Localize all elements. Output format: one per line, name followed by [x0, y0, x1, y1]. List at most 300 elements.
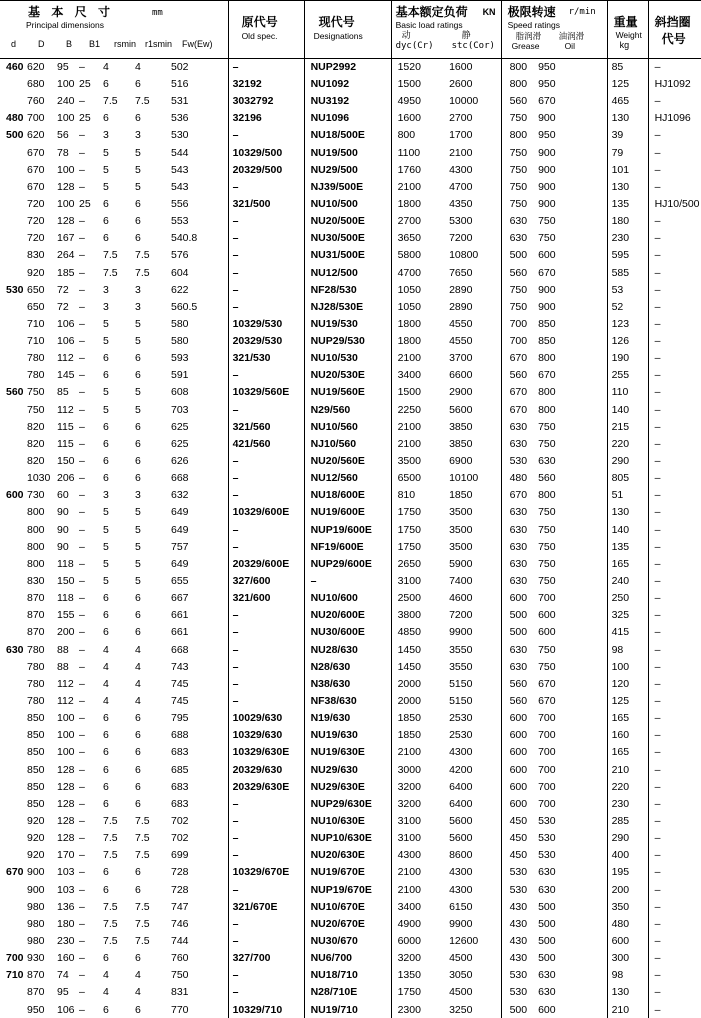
- dimensions-en: Principal dimensions: [26, 21, 104, 30]
- weight-cell: 125: [607, 693, 648, 710]
- fw-ew-cell: 625: [171, 418, 228, 435]
- width-B-cell: 230: [57, 933, 79, 950]
- width-B-cell: 112: [57, 676, 79, 693]
- r1smin-cell: 5: [135, 538, 171, 555]
- outer-D-cell: 820: [27, 418, 57, 435]
- old-spec-cell: 10329/630: [228, 727, 304, 744]
- width-B-cell: 128: [57, 178, 79, 195]
- designation-cell: N29/560: [304, 401, 391, 418]
- designation-cell: NU1096: [304, 110, 391, 127]
- oil-speed-cell: 900: [538, 110, 607, 127]
- weight-cell: 100: [607, 658, 648, 675]
- weight-cell: 465: [607, 93, 648, 110]
- dynamic-load-cell: 2100: [391, 178, 449, 195]
- table-row: [0, 641, 701, 658]
- r1smin-cell: 6: [135, 710, 171, 727]
- width-B-cell: 170: [57, 847, 79, 864]
- width-B1-cell: –: [79, 538, 103, 555]
- designation-cell: NUP19/600E: [304, 521, 391, 538]
- weight-cell: 480: [607, 916, 648, 933]
- outer-D-cell: 780: [27, 641, 57, 658]
- table-row: [0, 384, 701, 401]
- bore-d-cell: 710: [0, 967, 27, 984]
- rsmin-cell: 7.5: [103, 264, 135, 281]
- width-B-cell: 60: [57, 487, 79, 504]
- old-spec-cell: –: [228, 401, 304, 418]
- dynamic-load-cell: 2000: [391, 693, 449, 710]
- table-row: [0, 933, 701, 950]
- static-load-cell: 5600: [449, 813, 501, 830]
- shield-code-cell: –: [648, 641, 701, 658]
- grease-speed-cell: 750: [501, 178, 538, 195]
- width-B1-cell: –: [79, 556, 103, 573]
- col-fw: Fw(Ew): [182, 40, 213, 49]
- width-B1-cell: –: [79, 624, 103, 641]
- weight-cell: 255: [607, 367, 648, 384]
- bore-d-cell: [0, 898, 27, 915]
- load-en: Basic load ratings: [396, 21, 463, 30]
- width-B1-cell: –: [79, 470, 103, 487]
- r1smin-cell: 6: [135, 950, 171, 967]
- fw-ew-cell: 760: [171, 950, 228, 967]
- width-B-cell: 106: [57, 1001, 79, 1018]
- table-row: [0, 916, 701, 933]
- bore-d-cell: [0, 504, 27, 521]
- shield-code-cell: –: [648, 1001, 701, 1018]
- r1smin-cell: 5: [135, 161, 171, 178]
- grease-speed-cell: 480: [501, 470, 538, 487]
- grease-speed-cell: 630: [501, 504, 538, 521]
- rsmin-cell: 7.5: [103, 93, 135, 110]
- dynamic-load-cell: 3400: [391, 898, 449, 915]
- table-row: [0, 864, 701, 881]
- designation-cell: NU19/500: [304, 144, 391, 161]
- grease-speed-cell: 530: [501, 984, 538, 1001]
- rsmin-cell: 6: [103, 607, 135, 624]
- outer-D-cell: 800: [27, 504, 57, 521]
- width-B-cell: 167: [57, 230, 79, 247]
- weight-cell: 290: [607, 453, 648, 470]
- fw-ew-cell: 757: [171, 538, 228, 555]
- outer-D-cell: 780: [27, 658, 57, 675]
- old-spec-cell: –: [228, 178, 304, 195]
- oil-speed-cell: 500: [538, 916, 607, 933]
- outer-D-cell: 920: [27, 813, 57, 830]
- outer-D-cell: 920: [27, 847, 57, 864]
- old-spec-cell: 20329/630: [228, 761, 304, 778]
- r1smin-cell: 5: [135, 316, 171, 333]
- width-B1-cell: –: [79, 898, 103, 915]
- r1smin-cell: 6: [135, 213, 171, 230]
- bore-d-cell: [0, 933, 27, 950]
- old-spec-cell: –: [228, 641, 304, 658]
- bore-d-cell: [0, 778, 27, 795]
- dynamic-load-cell: 3800: [391, 607, 449, 624]
- designation-cell: NU10/600: [304, 590, 391, 607]
- old-spec-cell: 421/560: [228, 436, 304, 453]
- oil-speed-cell: 670: [538, 693, 607, 710]
- outer-D-cell: 920: [27, 830, 57, 847]
- table-row: [0, 453, 701, 470]
- r1smin-cell: 3: [135, 281, 171, 298]
- outer-D-cell: 800: [27, 521, 57, 538]
- rsmin-cell: 5: [103, 573, 135, 590]
- width-B1-cell: 25: [79, 110, 103, 127]
- dynamic-load-cell: 1750: [391, 984, 449, 1001]
- width-B-cell: 78: [57, 144, 79, 161]
- static-load-cell: 2100: [449, 144, 501, 161]
- dynamic-load-cell: 1500: [391, 76, 449, 93]
- bore-d-cell: [0, 161, 27, 178]
- r1smin-cell: 7.5: [135, 93, 171, 110]
- col-rsmin: rsmin: [114, 40, 136, 49]
- bore-d-cell: [0, 298, 27, 315]
- old-spec-cell: –: [228, 967, 304, 984]
- width-B1-cell: –: [79, 247, 103, 264]
- designation-cell: NF38/630: [304, 693, 391, 710]
- static-load-cell: 4550: [449, 316, 501, 333]
- old-spec-cell: –: [228, 487, 304, 504]
- fw-ew-cell: 661: [171, 607, 228, 624]
- table-row: [0, 898, 701, 915]
- grease-speed-cell: 560: [501, 676, 538, 693]
- outer-D-cell: 870: [27, 984, 57, 1001]
- fw-ew-cell: 622: [171, 281, 228, 298]
- table-row: [0, 847, 701, 864]
- table-row: [0, 298, 701, 315]
- shield-code-cell: HJ1096: [648, 110, 701, 127]
- rsmin-cell: 7.5: [103, 916, 135, 933]
- old-spec-cell: –: [228, 281, 304, 298]
- table-row: [0, 367, 701, 384]
- rsmin-cell: 6: [103, 76, 135, 93]
- static-load-cell: 2530: [449, 710, 501, 727]
- rsmin-cell: 7.5: [103, 847, 135, 864]
- static-load-cell: 4350: [449, 196, 501, 213]
- shield-code-cell: –: [648, 487, 701, 504]
- rsmin-cell: 5: [103, 316, 135, 333]
- width-B1-cell: –: [79, 916, 103, 933]
- weight-cell: 300: [607, 950, 648, 967]
- designation-cell: NU30/600E: [304, 624, 391, 641]
- width-B1-cell: –: [79, 333, 103, 350]
- width-B-cell: 118: [57, 556, 79, 573]
- bore-d-cell: [0, 607, 27, 624]
- load-header: [391, 0, 501, 59]
- dynamic-load-cell: 3100: [391, 573, 449, 590]
- fw-ew-cell: 702: [171, 813, 228, 830]
- static-load-cell: 3500: [449, 538, 501, 555]
- grease-speed-cell: 560: [501, 93, 538, 110]
- width-B1-cell: –: [79, 573, 103, 590]
- old-spec-cell: –: [228, 796, 304, 813]
- oil-speed-cell: 500: [538, 933, 607, 950]
- outer-D-cell: 650: [27, 298, 57, 315]
- oil-zh: 油润滑: [559, 32, 585, 41]
- table-body: [0, 59, 701, 1018]
- width-B1-cell: –: [79, 984, 103, 1001]
- r1smin-cell: 7.5: [135, 916, 171, 933]
- designation-cell: NU10/630E: [304, 813, 391, 830]
- old-spec-cell: 20329/530: [228, 333, 304, 350]
- rsmin-cell: 6: [103, 418, 135, 435]
- rsmin-cell: 3: [103, 487, 135, 504]
- static-load-cell: 10800: [449, 247, 501, 264]
- width-B1-cell: –: [79, 727, 103, 744]
- oil-speed-cell: 600: [538, 624, 607, 641]
- designation-cell: NU3192: [304, 93, 391, 110]
- width-B1-cell: –: [79, 93, 103, 110]
- fw-ew-cell: 683: [171, 796, 228, 813]
- width-B-cell: 112: [57, 350, 79, 367]
- width-B-cell: 155: [57, 607, 79, 624]
- dynamic-load-cell: 2100: [391, 418, 449, 435]
- shield-code-cell: –: [648, 436, 701, 453]
- static-load-cell: 3500: [449, 504, 501, 521]
- width-B1-cell: –: [79, 881, 103, 898]
- oil-speed-cell: 630: [538, 453, 607, 470]
- oil-speed-cell: 800: [538, 401, 607, 418]
- table-row: [0, 230, 701, 247]
- shield-code-cell: –: [648, 710, 701, 727]
- width-B-cell: 74: [57, 967, 79, 984]
- table-row: [0, 76, 701, 93]
- fw-ew-cell: 683: [171, 778, 228, 795]
- fw-ew-cell: 543: [171, 178, 228, 195]
- weight-header: [607, 0, 648, 59]
- oil-speed-cell: 670: [538, 93, 607, 110]
- width-B1-cell: –: [79, 298, 103, 315]
- static-load-cell: 4500: [449, 984, 501, 1001]
- width-B-cell: 128: [57, 761, 79, 778]
- weight-cell: 135: [607, 196, 648, 213]
- designation-cell: NJ10/560: [304, 436, 391, 453]
- width-B-cell: 128: [57, 213, 79, 230]
- designation-cell: N19/630: [304, 710, 391, 727]
- old-spec-cell: 32192: [228, 76, 304, 93]
- weight-cell: 585: [607, 264, 648, 281]
- designation-cell: NU12/500: [304, 264, 391, 281]
- des-zh: 现代号: [319, 16, 355, 28]
- width-B1-cell: –: [79, 864, 103, 881]
- shield-code-cell: –: [648, 590, 701, 607]
- fw-ew-cell: 560.5: [171, 298, 228, 315]
- old-spec-cell: –: [228, 607, 304, 624]
- weight-cell: 85: [607, 59, 648, 76]
- static-load-cell: 3250: [449, 1001, 501, 1018]
- grease-speed-cell: 560: [501, 367, 538, 384]
- speed-unit: r/min: [569, 8, 596, 17]
- rsmin-cell: 3: [103, 127, 135, 144]
- fw-ew-cell: 632: [171, 487, 228, 504]
- rsmin-cell: 6: [103, 710, 135, 727]
- outer-D-cell: 850: [27, 761, 57, 778]
- table-row: [0, 796, 701, 813]
- old-spec-cell: –: [228, 881, 304, 898]
- r1smin-cell: 6: [135, 744, 171, 761]
- outer-D-cell: 670: [27, 144, 57, 161]
- bore-d-cell: [0, 93, 27, 110]
- fw-ew-cell: 683: [171, 744, 228, 761]
- width-B-cell: 90: [57, 521, 79, 538]
- dynamic-load-cell: 3400: [391, 367, 449, 384]
- designation-cell: NU28/630: [304, 641, 391, 658]
- bore-d-cell: 630: [0, 641, 27, 658]
- oil-speed-cell: 750: [538, 538, 607, 555]
- r1smin-cell: 6: [135, 196, 171, 213]
- old-spec-cell: 327/600: [228, 573, 304, 590]
- weight-cell: 220: [607, 436, 648, 453]
- old-spec-cell: –: [228, 624, 304, 641]
- bore-d-cell: [0, 316, 27, 333]
- oil-speed-cell: 700: [538, 590, 607, 607]
- static-load-cell: 10000: [449, 93, 501, 110]
- shield-code-cell: –: [648, 813, 701, 830]
- width-B1-cell: –: [79, 521, 103, 538]
- bore-d-cell: [0, 624, 27, 641]
- fw-ew-cell: 556: [171, 196, 228, 213]
- weight-cell: 415: [607, 624, 648, 641]
- bore-d-cell: [0, 401, 27, 418]
- table-row: [0, 693, 701, 710]
- shield-code-cell: –: [648, 847, 701, 864]
- table-row: [0, 333, 701, 350]
- outer-D-cell: 780: [27, 676, 57, 693]
- designation-cell: –: [304, 573, 391, 590]
- r1smin-cell: 7.5: [135, 933, 171, 950]
- bore-d-cell: [0, 693, 27, 710]
- oil-speed-cell: 600: [538, 607, 607, 624]
- static-load-cell: 8600: [449, 847, 501, 864]
- grease-speed-cell: 630: [501, 641, 538, 658]
- static-load-cell: 2890: [449, 281, 501, 298]
- old-spec-cell: 3032792: [228, 93, 304, 110]
- grease-speed-cell: 750: [501, 298, 538, 315]
- shield-code-cell: –: [648, 333, 701, 350]
- static-load-cell: 12600: [449, 933, 501, 950]
- width-B1-cell: –: [79, 744, 103, 761]
- dynamic-load-cell: 1450: [391, 658, 449, 675]
- bore-d-cell: [0, 178, 27, 195]
- r1smin-cell: 6: [135, 470, 171, 487]
- dynamic-load-cell: 1450: [391, 641, 449, 658]
- width-B-cell: 100: [57, 744, 79, 761]
- bore-d-cell: [0, 984, 27, 1001]
- static-load-cell: 4300: [449, 864, 501, 881]
- table-row: [0, 967, 701, 984]
- width-B1-cell: –: [79, 778, 103, 795]
- oil-speed-cell: 750: [538, 658, 607, 675]
- bore-d-cell: [0, 76, 27, 93]
- r1smin-cell: 6: [135, 864, 171, 881]
- fw-ew-cell: 593: [171, 350, 228, 367]
- bore-d-cell: [0, 573, 27, 590]
- grease-speed-cell: 630: [501, 418, 538, 435]
- weight-cell: 180: [607, 213, 648, 230]
- fw-ew-cell: 531: [171, 93, 228, 110]
- table-row: [0, 830, 701, 847]
- old-spec-cell: –: [228, 676, 304, 693]
- grease-speed-cell: 630: [501, 658, 538, 675]
- width-B1-cell: –: [79, 487, 103, 504]
- static-load-cell: 3850: [449, 418, 501, 435]
- width-B-cell: 100: [57, 110, 79, 127]
- static-load-cell: 4300: [449, 881, 501, 898]
- designation-cell: NU30/670: [304, 933, 391, 950]
- shield-code-cell: –: [648, 898, 701, 915]
- rsmin-cell: 5: [103, 504, 135, 521]
- rsmin-cell: 5: [103, 521, 135, 538]
- width-B1-cell: –: [79, 710, 103, 727]
- oil-en: Oil: [565, 42, 575, 51]
- speed-zh: 极限转速: [508, 6, 556, 18]
- outer-D-cell: 930: [27, 950, 57, 967]
- rsmin-cell: 5: [103, 538, 135, 555]
- width-B-cell: 200: [57, 624, 79, 641]
- bore-d-cell: [0, 453, 27, 470]
- weight-cell: 130: [607, 984, 648, 1001]
- old-spec-cell: –: [228, 127, 304, 144]
- outer-D-cell: 850: [27, 727, 57, 744]
- shield-code-cell: HJ10/500: [648, 196, 701, 213]
- grease-speed-cell: 670: [501, 384, 538, 401]
- dynamic-load-cell: 2000: [391, 676, 449, 693]
- width-B1-cell: –: [79, 453, 103, 470]
- outer-D-cell: 980: [27, 916, 57, 933]
- width-B-cell: 180: [57, 916, 79, 933]
- fw-ew-cell: 728: [171, 864, 228, 881]
- width-B1-cell: –: [79, 418, 103, 435]
- oil-speed-cell: 500: [538, 950, 607, 967]
- designation-cell: NU30/500E: [304, 230, 391, 247]
- designation-cell: NU6/700: [304, 950, 391, 967]
- old-spec-cell: –: [228, 693, 304, 710]
- width-B1-cell: –: [79, 230, 103, 247]
- dynamic-load-cell: 1850: [391, 727, 449, 744]
- outer-D-cell: 720: [27, 213, 57, 230]
- weight-zh: 重量: [614, 16, 638, 28]
- grease-speed-cell: 530: [501, 967, 538, 984]
- oil-speed-cell: 900: [538, 161, 607, 178]
- table-row: [0, 144, 701, 161]
- static-load-cell: 2700: [449, 110, 501, 127]
- width-B-cell: 112: [57, 693, 79, 710]
- old-spec-cell: –: [228, 847, 304, 864]
- designation-cell: NU29/630E: [304, 778, 391, 795]
- rsmin-cell: 6: [103, 350, 135, 367]
- r1smin-cell: 5: [135, 333, 171, 350]
- bore-d-cell: [0, 1001, 27, 1018]
- table-row: [0, 281, 701, 298]
- grease-speed-cell: 450: [501, 847, 538, 864]
- bore-d-cell: [0, 813, 27, 830]
- dynamic-load-cell: 4900: [391, 916, 449, 933]
- designation-cell: NU20/500E: [304, 213, 391, 230]
- outer-D-cell: 850: [27, 744, 57, 761]
- grease-speed-cell: 430: [501, 950, 538, 967]
- width-B-cell: 150: [57, 453, 79, 470]
- weight-cell: 290: [607, 830, 648, 847]
- r1smin-cell: 6: [135, 590, 171, 607]
- table-row: [0, 538, 701, 555]
- grease-speed-cell: 530: [501, 453, 538, 470]
- rsmin-cell: 4: [103, 641, 135, 658]
- rsmin-cell: 6: [103, 624, 135, 641]
- weight-cell: 52: [607, 298, 648, 315]
- dynamic-load-cell: 3650: [391, 230, 449, 247]
- width-B-cell: 240: [57, 93, 79, 110]
- static-load-cell: 6150: [449, 898, 501, 915]
